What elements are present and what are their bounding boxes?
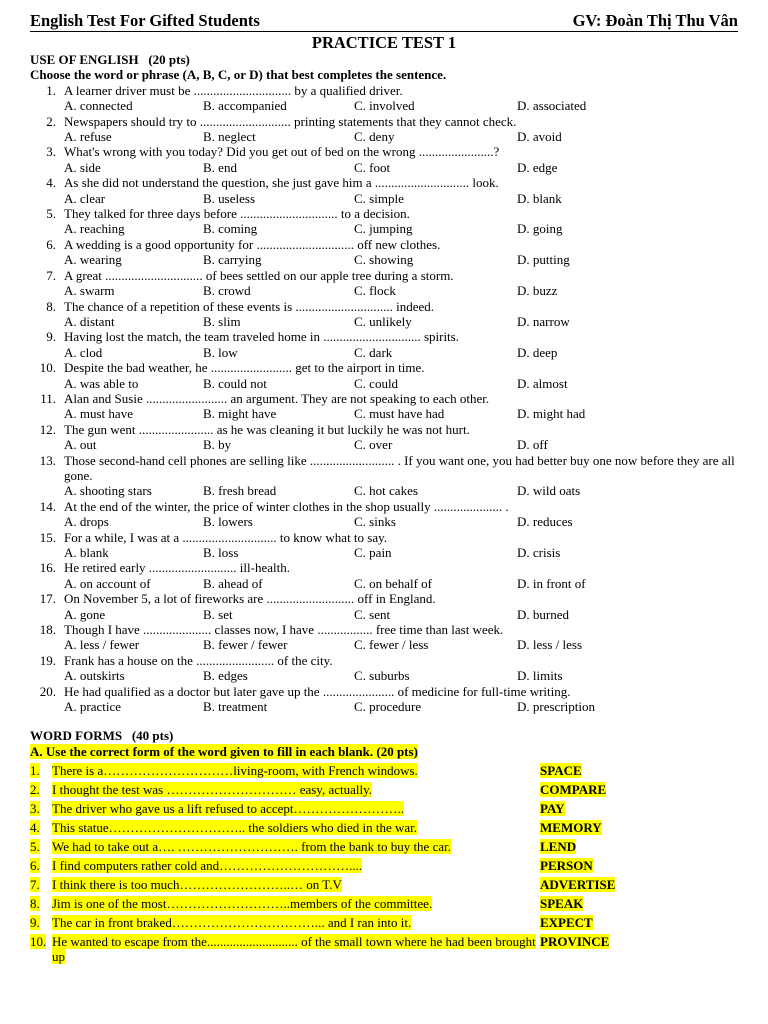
item-number-text: 2. <box>30 781 40 797</box>
item-number-text: 5. <box>30 838 40 854</box>
option-a: A. gone <box>64 606 106 622</box>
item-number-text: 7. <box>30 876 40 892</box>
option-d: D. in front of <box>517 575 586 591</box>
question-text: Alan and Susie ......................... an argument. They are not speaking to each other. <box>64 390 490 406</box>
question-text: On November 5, a lot of fireworks are ........................... off in England. <box>64 591 436 607</box>
question-stem <box>30 622 738 637</box>
option-b: B. slim <box>203 313 241 329</box>
option-a: A. blank <box>64 545 109 560</box>
question-number: 1. <box>46 82 56 98</box>
base-word <box>540 915 593 930</box>
item-sentence <box>52 858 540 873</box>
option-d: D. blank <box>517 190 562 206</box>
question-number: 9. <box>46 329 56 345</box>
answer-options <box>64 607 738 622</box>
option-c: C. hot cakes <box>354 483 418 499</box>
question-item <box>30 622 738 653</box>
page-header <box>30 12 738 32</box>
question-text: For a while, I was at a ............................. to know what to say. <box>64 529 388 545</box>
question-number: 18. <box>39 622 56 638</box>
question-number: 19. <box>39 652 56 668</box>
question-item <box>30 329 738 360</box>
base-word-text: COMPARE <box>540 781 607 797</box>
question-stem <box>30 684 738 699</box>
item-number <box>30 915 52 930</box>
base-word <box>540 877 615 892</box>
option-b: B. edges <box>203 668 248 684</box>
base-word <box>540 763 582 778</box>
option-d: D. avoid <box>517 129 562 145</box>
item-sentence <box>52 782 540 797</box>
question-stem <box>30 83 738 98</box>
word-form-item <box>30 763 738 778</box>
item-sentence <box>52 877 540 892</box>
option-c: C. pain <box>354 545 392 560</box>
question-number: 15. <box>39 529 56 545</box>
option-b: B. lowers <box>203 514 253 530</box>
question-text: What's wrong with you today? Did you get out of bed on the wrong .......................? <box>64 144 500 160</box>
question-number: 8. <box>46 298 56 314</box>
option-b: B. useless <box>203 190 255 206</box>
base-word-text: PAY <box>540 800 565 816</box>
option-a: A. was able to <box>64 375 139 391</box>
answer-options <box>64 129 738 144</box>
answer-options <box>64 191 738 206</box>
item-sentence-text: I find computers rather cold and………………………….... <box>52 857 363 873</box>
question-item <box>30 237 738 268</box>
question-number: 2. <box>46 113 56 129</box>
answer-options <box>64 376 738 391</box>
question-number: 14. <box>39 498 56 514</box>
question-stem <box>30 144 738 159</box>
option-d: D. deep <box>517 344 558 360</box>
question-text: Though I have ..................... classes now, I have ................. free time than last week. <box>64 622 504 638</box>
question-text: A wedding is a good opportunity for .............................. off new clothes. <box>64 236 441 252</box>
question-stem <box>30 499 738 514</box>
option-b: B. fresh bread <box>203 483 277 499</box>
question-number: 11. <box>40 390 56 406</box>
question-stem <box>30 237 738 252</box>
option-d: D. might had <box>517 406 586 422</box>
item-sentence-text: I think there is too much……………………..… on T.V <box>52 876 342 892</box>
question-text: Newspapers should try to ............................ printing statements that they cannot check. <box>64 113 517 129</box>
option-c: C. showing <box>354 252 414 268</box>
base-word <box>540 820 602 835</box>
option-c: C. sinks <box>354 514 396 530</box>
option-c: C. fewer / less <box>354 637 429 653</box>
question-number: 5. <box>46 206 56 222</box>
question-text: Those second-hand cell phones are selling like .......................... . If you want one, you had better buy one now before they are all gone. <box>64 452 735 483</box>
item-sentence-text: Jim is one of the most………………………..members of the committee. <box>52 895 433 911</box>
answer-options <box>64 545 738 560</box>
word-form-item <box>30 896 738 911</box>
answer-options <box>64 160 738 175</box>
option-c: C. flock <box>354 283 396 299</box>
option-d: D. buzz <box>517 283 558 299</box>
option-d: D. prescription <box>517 699 595 715</box>
question-stem <box>30 175 738 190</box>
question-item <box>30 391 738 422</box>
item-number <box>30 858 52 873</box>
question-item <box>30 83 738 114</box>
header-teacher-name: GV: Đoàn Thị Thu Vân <box>572 11 738 30</box>
option-d: D. narrow <box>517 313 570 329</box>
page-title: PRACTICE TEST 1 <box>311 33 457 52</box>
question-item <box>30 175 738 206</box>
option-d: D. edge <box>517 159 558 175</box>
question-stem <box>30 653 738 668</box>
option-a: A. practice <box>64 699 122 715</box>
option-b: B. low <box>203 344 238 360</box>
question-number: 13. <box>39 452 56 468</box>
item-number <box>30 801 52 816</box>
word-form-item <box>30 801 738 816</box>
base-word-text: PERSON <box>540 857 593 873</box>
word-form-item <box>30 839 738 854</box>
answer-options <box>64 483 738 498</box>
question-text: Despite the bad weather, he ......................... get to the airport in time. <box>64 360 425 376</box>
option-d: D. wild oats <box>517 483 581 499</box>
question-stem <box>30 560 738 575</box>
question-item <box>30 144 738 175</box>
question-list <box>30 83 738 715</box>
section-instruction: Choose the word or phrase (A, B, C, or D) that best completes the sentence. <box>30 67 447 83</box>
option-b: B. treatment <box>203 699 268 715</box>
option-a: A. wearing <box>64 252 122 268</box>
option-b: B. carrying <box>203 252 262 268</box>
question-stem <box>30 206 738 221</box>
question-item <box>30 206 738 237</box>
item-number <box>30 820 52 835</box>
question-stem <box>30 114 738 129</box>
answer-options <box>64 221 738 236</box>
item-number-text: 1. <box>30 762 40 778</box>
question-text: He had qualified as a doctor but later gave up the ...................... of medicine for full-time writing. <box>64 683 571 699</box>
option-c: C. involved <box>354 98 415 114</box>
word-form-item <box>30 877 738 892</box>
item-sentence-text: The car in front braked……………………………... and I ran into it. <box>52 914 412 930</box>
word-forms-instruction: A. Use the correct form of the word given to fill in each blank. (20 pts) <box>30 743 418 759</box>
item-number-text: 4. <box>30 819 40 835</box>
option-a: A. drops <box>64 514 109 530</box>
header-course-title: English Test For Gifted Students <box>30 11 260 30</box>
item-sentence-text: He wanted to escape from the............................ of the small town where he had been brought up <box>52 933 536 965</box>
option-c: C. unlikely <box>354 313 412 329</box>
question-number: 17. <box>39 591 56 607</box>
answer-options <box>64 98 738 113</box>
question-stem <box>30 530 738 545</box>
option-a: A. clear <box>64 190 106 206</box>
question-number: 10. <box>39 360 56 376</box>
item-sentence <box>52 934 540 965</box>
question-stem <box>30 453 738 484</box>
option-a: A. connected <box>64 98 133 114</box>
answer-options <box>64 283 738 298</box>
word-form-item <box>30 820 738 835</box>
base-word-text: PROVINCE <box>540 933 610 949</box>
answer-options <box>64 345 738 360</box>
question-text: The gun went ....................... as he was cleaning it but luckily he was not hurt. <box>64 421 470 437</box>
option-c: C. simple <box>354 190 404 206</box>
item-sentence-text: We had to take out a…. ………………………. from the bank to buy the car. <box>52 838 451 854</box>
question-item <box>30 299 738 330</box>
option-b: B. by <box>203 437 232 453</box>
base-word-text: SPEAK <box>540 895 584 911</box>
item-sentence <box>52 896 540 911</box>
item-number-text: 8. <box>30 895 40 911</box>
base-word <box>540 858 593 873</box>
option-d: D. less / less <box>517 637 582 653</box>
question-number: 7. <box>46 267 56 283</box>
question-number: 20. <box>39 683 56 699</box>
question-text: A learner driver must be .............................. by a qualified driver. <box>64 82 403 98</box>
item-number-text: 3. <box>30 800 40 816</box>
section-heading-use-of-english: USE OF ENGLISH (20 pts) <box>30 52 190 67</box>
item-number <box>30 763 52 778</box>
base-word <box>540 801 565 816</box>
question-item <box>30 453 738 499</box>
question-text: At the end of the winter, the price of winter clothes in the shop usually ..................... . <box>64 498 509 514</box>
worksheet-page <box>30 12 738 965</box>
option-b: B. might have <box>203 406 277 422</box>
item-sentence-text: This statue………………………….. the soldiers who died in the war. <box>52 819 418 835</box>
option-c: C. dark <box>354 344 393 360</box>
option-a: A. out <box>64 437 97 453</box>
item-number-text: 6. <box>30 857 40 873</box>
question-stem <box>30 591 738 606</box>
answer-options <box>64 576 738 591</box>
item-sentence <box>52 801 540 816</box>
option-b: B. neglect <box>203 129 256 145</box>
option-a: A. swarm <box>64 283 115 299</box>
option-c: C. suburbs <box>354 668 410 684</box>
answer-options <box>64 637 738 652</box>
word-forms-list <box>30 763 738 965</box>
option-c: C. jumping <box>354 221 413 237</box>
question-stem <box>30 268 738 283</box>
question-text: They talked for three days before .............................. to a decision. <box>64 206 410 222</box>
question-text: A great .............................. of bees settled on our apple tree during a storm. <box>64 267 454 283</box>
option-a: A. must have <box>64 406 133 422</box>
option-d: D. crisis <box>517 545 561 560</box>
item-sentence <box>52 839 540 854</box>
question-item <box>30 591 738 622</box>
base-word-text: SPACE <box>540 762 582 778</box>
option-d: D. burned <box>517 606 569 622</box>
question-stem <box>30 360 738 375</box>
question-item <box>30 268 738 299</box>
option-a: A. shooting stars <box>64 483 152 499</box>
question-item <box>30 653 738 684</box>
option-b: B. set <box>203 606 233 622</box>
item-sentence <box>52 915 540 930</box>
item-sentence-text: The driver who gave us a lift refused to accept…………………….. <box>52 800 404 816</box>
option-a: A. on account of <box>64 575 151 591</box>
question-text: Frank has a house on the ........................ of the city. <box>64 652 333 668</box>
option-d: D. going <box>517 221 563 237</box>
item-sentence <box>52 763 540 778</box>
base-word <box>540 839 576 854</box>
question-stem <box>30 299 738 314</box>
word-form-item <box>30 782 738 797</box>
question-text: Having lost the match, the team traveled home in .............................. spirits. <box>64 329 459 345</box>
base-word <box>540 782 606 797</box>
option-c: C. sent <box>354 606 391 622</box>
question-number: 12. <box>39 421 56 437</box>
item-sentence-text: There is a…………………………living-room, with French windows. <box>52 762 418 778</box>
option-a: A. reaching <box>64 221 125 237</box>
question-stem <box>30 329 738 344</box>
option-b: B. crowd <box>203 283 251 299</box>
question-stem <box>30 422 738 437</box>
question-item <box>30 560 738 591</box>
section-heading-word-forms: WORD FORMS (40 pts) <box>30 728 174 744</box>
option-a: A. refuse <box>64 129 112 145</box>
item-sentence <box>52 820 540 835</box>
question-text: The chance of a repetition of these events is .............................. indeed. <box>64 298 435 314</box>
question-text: As she did not understand the question, she just gave him a ............................. look. <box>64 175 499 191</box>
question-number: 6. <box>46 236 56 252</box>
base-word <box>540 934 609 965</box>
answer-options <box>64 406 738 421</box>
item-number-text: 10. <box>30 933 47 949</box>
word-form-item <box>30 858 738 873</box>
option-b: B. coming <box>203 221 258 237</box>
question-text: He retired early ........................... ill-health. <box>64 560 290 576</box>
item-sentence-text: I thought the test was ………………………… easy, actually. <box>52 781 373 797</box>
answer-options <box>64 252 738 267</box>
option-c: C. over <box>354 437 393 453</box>
question-number: 4. <box>46 175 56 191</box>
question-item <box>30 530 738 561</box>
option-c: C. must have had <box>354 406 445 422</box>
option-b: B. ahead of <box>203 575 263 591</box>
answer-options <box>64 314 738 329</box>
answer-options <box>64 699 738 714</box>
item-number <box>30 877 52 892</box>
base-word-text: ADVERTISE <box>540 876 616 892</box>
answer-options <box>64 668 738 683</box>
item-number <box>30 782 52 797</box>
question-stem <box>30 391 738 406</box>
option-a: A. clod <box>64 344 103 360</box>
option-d: D. almost <box>517 375 568 391</box>
option-a: A. outskirts <box>64 668 125 684</box>
question-item <box>30 114 738 145</box>
option-b: B. fewer / fewer <box>203 637 288 653</box>
item-number-text: 9. <box>30 914 40 930</box>
word-form-item <box>30 915 738 930</box>
question-number: 3. <box>46 144 56 160</box>
base-word <box>540 896 583 911</box>
option-d: D. putting <box>517 252 570 268</box>
option-d: D. reduces <box>517 514 573 530</box>
question-item <box>30 499 738 530</box>
option-a: A. side <box>64 159 101 175</box>
item-number <box>30 934 52 965</box>
option-c: C. foot <box>354 159 391 175</box>
option-c: C. on behalf of <box>354 575 432 591</box>
question-number: 16. <box>39 560 56 576</box>
base-word-text: MEMORY <box>540 819 602 835</box>
question-item <box>30 422 738 453</box>
question-item <box>30 684 738 715</box>
base-word-text: LEND <box>540 838 577 854</box>
option-b: B. loss <box>203 545 239 560</box>
word-form-item <box>30 934 738 965</box>
base-word-text: EXPECT <box>540 914 593 930</box>
item-number <box>30 896 52 911</box>
answer-options <box>64 437 738 452</box>
option-b: B. could not <box>203 375 267 391</box>
option-d: D. associated <box>517 98 587 114</box>
question-item <box>30 360 738 391</box>
option-b: B. accompanied <box>203 98 287 114</box>
item-number <box>30 839 52 854</box>
option-c: C. could <box>354 375 399 391</box>
option-b: B. end <box>203 159 237 175</box>
option-a: A. distant <box>64 313 115 329</box>
answer-options <box>64 514 738 529</box>
option-a: A. less / fewer <box>64 637 140 653</box>
option-c: C. deny <box>354 129 395 145</box>
option-d: D. off <box>517 437 548 453</box>
option-c: C. procedure <box>354 699 422 715</box>
option-d: D. limits <box>517 668 563 684</box>
